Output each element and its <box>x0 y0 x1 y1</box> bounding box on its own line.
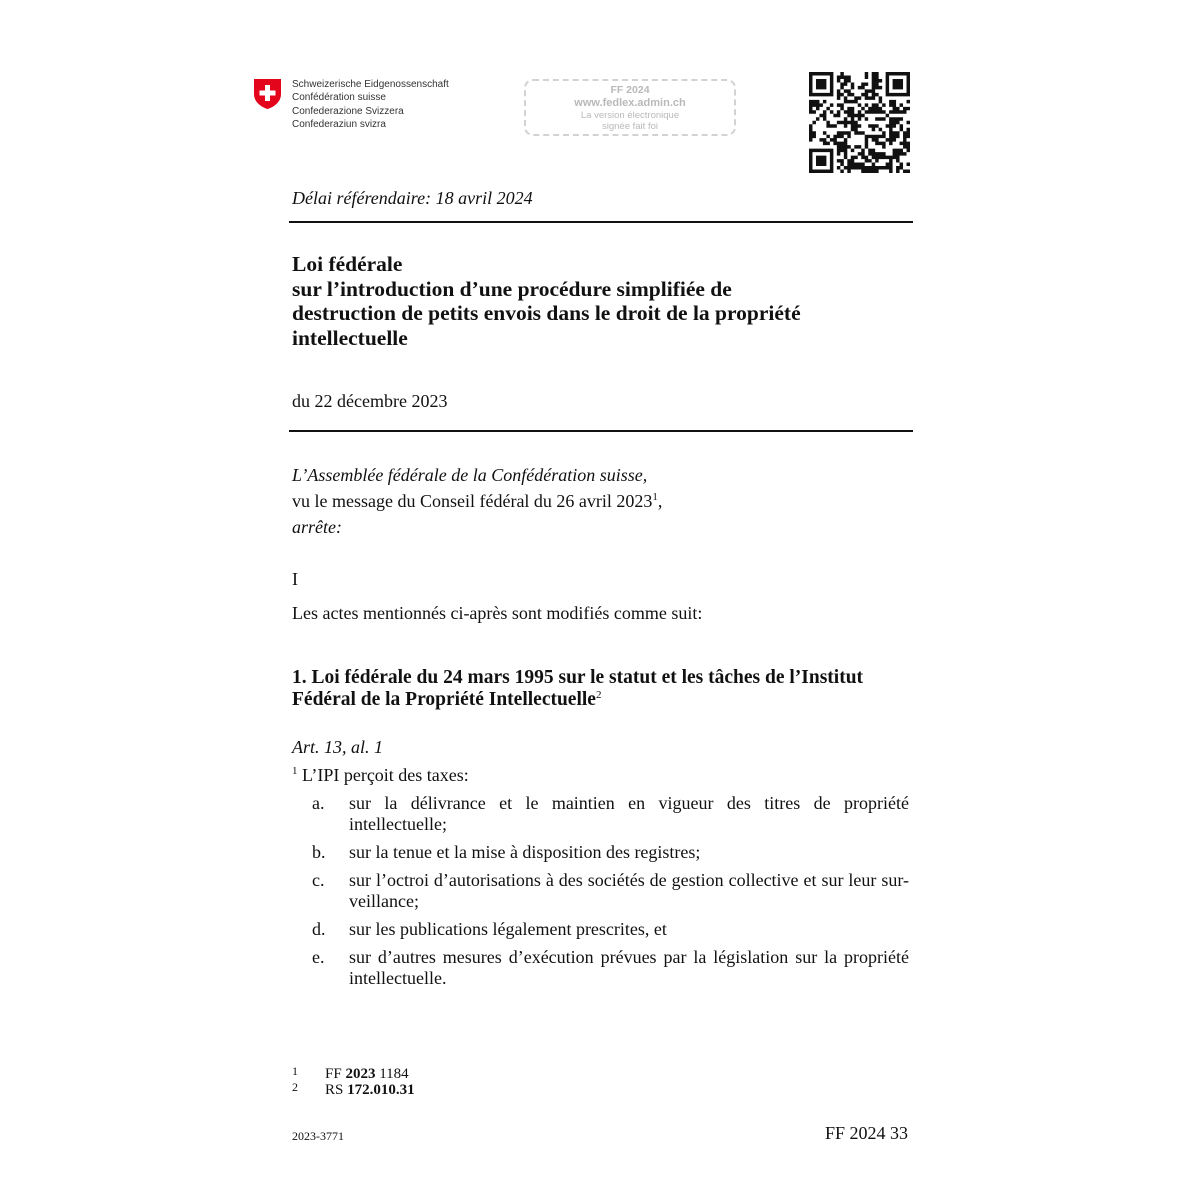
item-text: sur la délivrance et le maintien en vigueur des titres de propriété intellectuelle; <box>349 793 909 834</box>
footnote-ref[interactable]: 2 <box>595 689 602 701</box>
item-text: sur la tenue et la mise à disposition des registres; <box>349 842 701 862</box>
page-reference: FF 2024 33 <box>824 1123 908 1143</box>
stamp-line: www.fedlex.admin.ch <box>574 97 686 109</box>
footnote-bold: 2023 <box>345 1066 376 1082</box>
article-paragraph <box>292 765 469 786</box>
stamp-line: signée fait foi <box>602 121 658 132</box>
qr-code-icon <box>809 72 910 173</box>
law-title <box>292 252 801 350</box>
footnote-suffix: 1184 <box>375 1066 409 1082</box>
title-line: sur l’introduction d’une procédure simplifiée de <box>292 276 732 301</box>
paragraph-number: 1 <box>292 765 298 777</box>
list-item <box>312 842 909 863</box>
section-heading-text: Fédéral de la Propriété Intellectuelle <box>292 689 596 710</box>
divider <box>289 430 913 432</box>
item-letter: b. <box>312 842 326 862</box>
footnote-number: 2 <box>292 1080 298 1094</box>
item-text: sur d’autres mesures d’exécution prévues par la législation sur la propriété intellectuelle. <box>349 947 909 988</box>
divider <box>289 221 913 223</box>
item-text: sur les publications légalement prescrites, et <box>349 919 667 939</box>
preamble-assembly: L’Assemblée fédérale de la Confédération suisse, <box>292 465 648 485</box>
footnote-bold: 172.010.31 <box>347 1082 415 1098</box>
title-line: Loi fédérale <box>292 252 403 276</box>
section-numeral: I <box>292 569 298 589</box>
footnote <box>292 1079 415 1098</box>
stamp-line: FF 2024 <box>610 84 650 96</box>
authority-line: Schweizerische Eidgenossenschaft <box>292 79 449 90</box>
item-letter: a. <box>312 793 325 813</box>
electronic-version-stamp <box>524 79 736 136</box>
footnote-ref[interactable]: 1 <box>652 491 658 503</box>
footnote-prefix: RS <box>325 1082 348 1098</box>
item-letter: d. <box>312 919 326 939</box>
document-number: 2023-3771 <box>292 1129 344 1143</box>
footnote-prefix: FF <box>325 1066 346 1082</box>
message-end: , <box>657 491 663 511</box>
law-date: du 22 décembre 2023 <box>292 391 448 411</box>
authority-line: Confédération suisse <box>292 92 386 104</box>
list-item <box>312 793 909 835</box>
list-item <box>312 919 909 940</box>
article-reference: Art. 13, al. 1 <box>292 737 384 757</box>
preamble-message <box>292 488 662 514</box>
section-heading-line <box>292 689 863 711</box>
section-heading <box>292 667 863 711</box>
message-text: vu le message du Conseil fédéral du 26 avril 2023 <box>292 491 653 511</box>
title-line: destruction de petits envois dans le droit de la propriété <box>292 301 801 325</box>
preamble-decree: arrête: <box>292 517 342 537</box>
footnote-number: 1 <box>292 1064 298 1078</box>
swiss-crest-icon <box>253 78 282 110</box>
list-item <box>312 870 909 912</box>
item-letter: e. <box>312 947 325 967</box>
authority-line: Confederazione Svizzera <box>292 105 404 117</box>
item-text: sur l’octroi d’autorisations à des sociétés de gestion collective et sur leur sur-veillance; <box>349 870 909 911</box>
title-line: intellectuelle <box>292 325 408 350</box>
issuing-authority <box>292 78 449 132</box>
authority-line: Confederaziun svizra <box>292 119 386 131</box>
list-item <box>312 947 909 989</box>
section-heading-line: 1. Loi fédérale du 24 mars 1995 sur le statut et les tâches de l’Institut <box>292 667 864 688</box>
intro-text: Les actes mentionnés ci-après sont modifiés comme suit: <box>292 603 703 623</box>
preamble <box>292 462 662 540</box>
referendum-deadline: Délai référendaire: 18 avril 2024 <box>292 188 533 208</box>
article-items <box>312 793 909 996</box>
item-letter: c. <box>312 870 325 890</box>
paragraph-text: L’IPI perçoit des taxes: <box>297 765 469 785</box>
stamp-line: La version électronique <box>580 110 680 121</box>
